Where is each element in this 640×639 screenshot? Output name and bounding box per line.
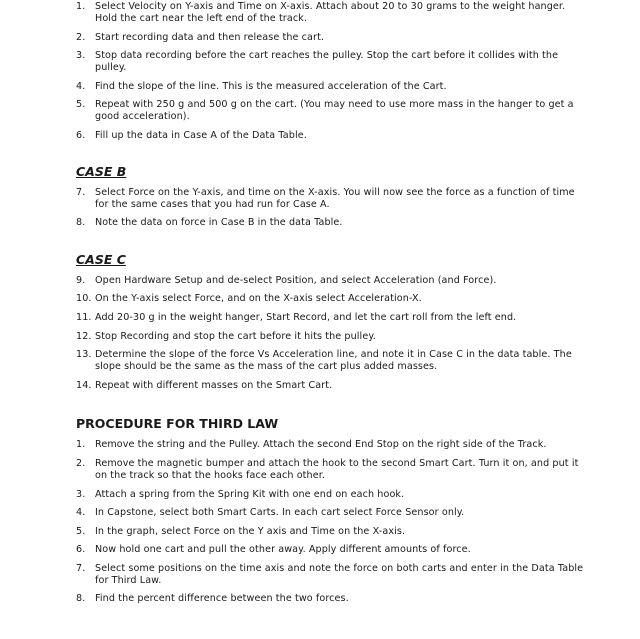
step-number: 9.: [76, 274, 86, 286]
list-item: [0, 331, 640, 343]
step-number: 5.: [76, 525, 86, 537]
step-number: 1.: [76, 1, 86, 12]
list-item: [0, 563, 640, 587]
step-text: Add 20-30 g in the weight hanger, Start Record, and let the cart roll from the left end.: [95, 311, 517, 323]
step-number: 6.: [76, 544, 86, 556]
list-item: [0, 544, 640, 556]
step-number: 1.: [76, 439, 86, 451]
step-text: Find the percent difference between the two forces.: [95, 593, 349, 605]
list-item: [0, 130, 640, 142]
step-number: 3.: [76, 488, 86, 500]
step-number: 7.: [76, 562, 86, 574]
step-number: 12.: [76, 330, 92, 342]
case-a-steps: [0, 1, 640, 142]
list-item: [0, 275, 640, 287]
case-b-steps: [0, 187, 640, 230]
list-item: [0, 293, 640, 305]
case-c-steps: [0, 275, 640, 392]
list-item: [0, 507, 640, 519]
step-number: 11.: [76, 311, 92, 323]
step-text: Repeat with different masses on the Smart Cart.: [95, 379, 333, 391]
step-text: Select Force on the Y-axis, and time on the X-axis. You will now see the force as a function of time for the same cases that you had run for Case A.: [95, 186, 575, 210]
step-text: Select Velocity on Y-axis and Time on X-axis. Attach about 20 to 30 grams to the weight hanger. Hold the cart near the left end of the track.: [95, 1, 566, 24]
step-text: Attach a spring from the Spring Kit with one end on each hook.: [95, 488, 405, 500]
list-item: [0, 81, 640, 93]
list-item: [0, 439, 640, 451]
case-b-heading: CASE B: [76, 163, 127, 179]
step-number: 2.: [76, 31, 86, 43]
step-number: 10.: [76, 293, 92, 305]
step-text: Remove the magnetic bumper and attach the hook to the second Smart Cart. Turn it on, and put it on the track so that the hooks face each other.: [95, 457, 579, 481]
list-item: [0, 312, 640, 324]
step-number: 13.: [76, 349, 92, 361]
step-number: 2.: [76, 457, 86, 469]
step-text: Find the slope of the line. This is the measured acceleration of the Cart.: [95, 80, 447, 92]
step-number: 4.: [76, 80, 86, 92]
list-item: [0, 380, 640, 392]
step-text: On the Y-axis select Force, and on the X-axis select Acceleration-X.: [95, 293, 422, 305]
step-number: 5.: [76, 99, 86, 111]
step-number: 14.: [76, 379, 92, 391]
step-text: In the graph, select Force on the Y axis and Time on the X-axis.: [95, 525, 406, 537]
list-item: [0, 187, 640, 211]
step-text: Now hold one cart and pull the other away. Apply different amounts of force.: [95, 544, 471, 556]
step-text: Remove the string and the Pulley. Attach the second End Stop on the right side of the Track.: [95, 439, 547, 451]
case-c-heading: CASE C: [76, 251, 126, 267]
list-item: [0, 50, 640, 74]
step-text: Stop data recording before the cart reaches the pulley. Stop the cart before it collides with the pulley.: [95, 50, 559, 74]
step-text: Select some positions on the time axis and note the force on both carts and enter in the Data Table for Third Law.: [95, 562, 584, 586]
step-text: Determine the slope of the force Vs Acceleration line, and note it in Case C in the data table. The slope should be the same as the mass of the cart plus added masses.: [95, 349, 572, 373]
step-number: 3.: [76, 50, 86, 62]
list-item: [0, 99, 640, 123]
list-item: [0, 32, 640, 44]
step-number: 6.: [76, 129, 86, 141]
step-text: Note the data on force in Case B in the data Table.: [95, 217, 343, 229]
step-text: Stop Recording and stop the cart before it hits the pulley.: [95, 330, 376, 342]
step-text: Open Hardware Setup and de-select Position, and select Acceleration (and Force).: [95, 274, 497, 286]
step-number: 8.: [76, 593, 86, 605]
list-item: [0, 349, 640, 373]
list-item: [0, 1, 640, 25]
third-law-heading: PROCEDURE FOR THIRD LAW: [76, 416, 279, 432]
step-text: In Capstone, select both Smart Carts. In each cart select Force Sensor only.: [95, 507, 465, 519]
third-law-steps: [0, 439, 640, 605]
step-text: Start recording data and then release the cart.: [95, 31, 325, 43]
step-text: Fill up the data in Case A of the Data Table.: [95, 129, 307, 141]
list-item: [0, 458, 640, 482]
step-number: 4.: [76, 507, 86, 519]
list-item: [0, 593, 640, 605]
list-item: [0, 217, 640, 229]
list-item: [0, 526, 640, 538]
list-item: [0, 489, 640, 501]
step-number: 7.: [76, 186, 86, 198]
step-number: 8.: [76, 217, 86, 229]
step-text: Repeat with 250 g and 500 g on the cart. (You may need to use more mass in the hanger to get a good acceleration).: [95, 99, 574, 123]
